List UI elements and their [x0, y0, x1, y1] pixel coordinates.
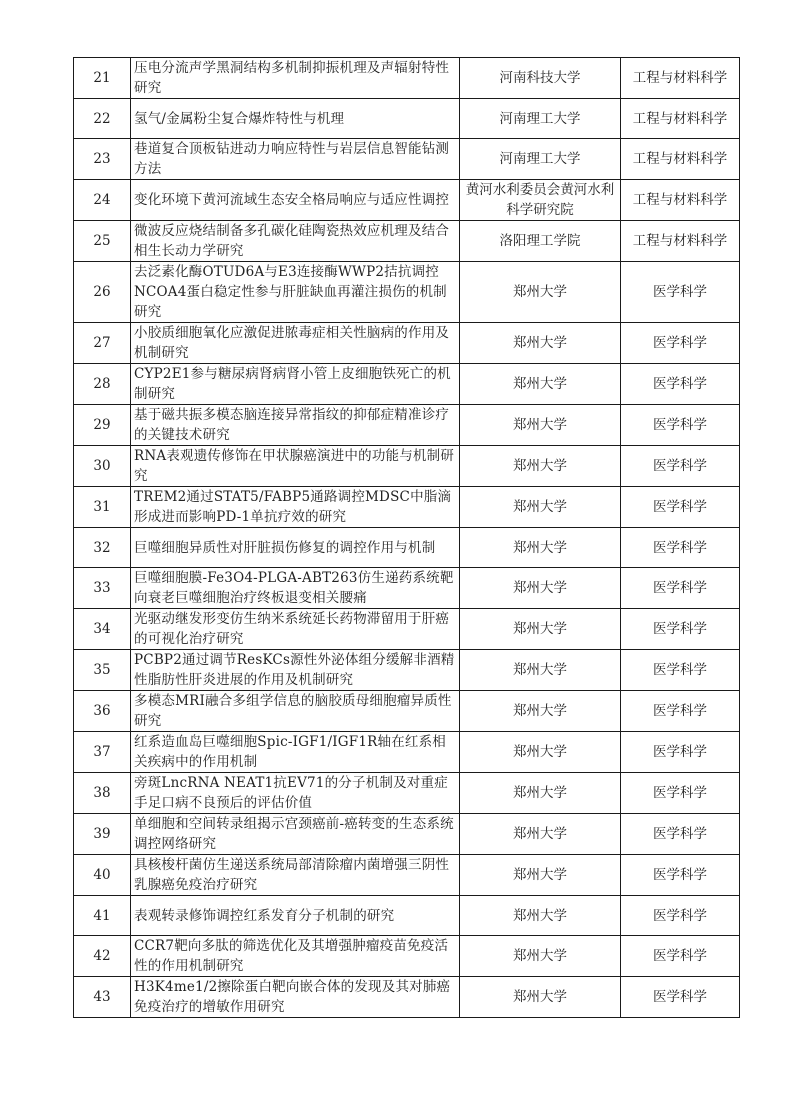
- project-title: 小胶质细胞氧化应激促进脓毒症相关性脑病的作用及机制研究: [131, 323, 460, 364]
- host-institution: 郑州大学: [460, 446, 621, 487]
- host-institution: 郑州大学: [460, 528, 621, 568]
- discipline-field: 医学科学: [621, 650, 740, 691]
- row-number: 26: [74, 262, 131, 323]
- row-number: 23: [74, 139, 131, 180]
- host-institution: 郑州大学: [460, 855, 621, 896]
- row-number: 38: [74, 773, 131, 814]
- host-institution: 郑州大学: [460, 323, 621, 364]
- discipline-field: 医学科学: [621, 528, 740, 568]
- host-institution: 郑州大学: [460, 732, 621, 773]
- host-institution: 郑州大学: [460, 650, 621, 691]
- project-title: TREM2通过STAT5/FABP5通路调控MDSC中脂滴形成进而影响PD-1单抗疗效的研究: [131, 487, 460, 528]
- discipline-field: 工程与材料科学: [621, 221, 740, 262]
- row-number: 42: [74, 936, 131, 977]
- table-body: [74, 58, 740, 1018]
- table-row: [74, 732, 740, 773]
- table-row: [74, 528, 740, 568]
- host-institution: 郑州大学: [460, 814, 621, 855]
- project-title: 去泛素化酶OTUD6A与E3连接酶WWP2拮抗调控NCOA4蛋白稳定性参与肝脏缺血再灌注损伤的机制研究: [131, 262, 460, 323]
- project-title: H3K4me1/2擦除蛋白靶向嵌合体的发现及其对肺癌免疫治疗的增敏作用研究: [131, 977, 460, 1018]
- table-row: [74, 650, 740, 691]
- table-row: [74, 855, 740, 896]
- row-number: 32: [74, 528, 131, 568]
- table-row: [74, 221, 740, 262]
- project-title: 红系造血岛巨噬细胞Spic-IGF1/IGF1R轴在红系相关疾病中的作用机制: [131, 732, 460, 773]
- row-number: 24: [74, 180, 131, 221]
- table-row: [74, 99, 740, 139]
- host-institution: 郑州大学: [460, 364, 621, 405]
- host-institution: 郑州大学: [460, 568, 621, 609]
- row-number: 28: [74, 364, 131, 405]
- discipline-field: 医学科学: [621, 691, 740, 732]
- project-title: CCR7靶向多肽的筛选优化及其增强肿瘤疫苗免疫活性的作用机制研究: [131, 936, 460, 977]
- host-institution: 郑州大学: [460, 773, 621, 814]
- discipline-field: 工程与材料科学: [621, 58, 740, 99]
- discipline-field: 工程与材料科学: [621, 180, 740, 221]
- table-row: [74, 58, 740, 99]
- table-row: [74, 446, 740, 487]
- discipline-field: 医学科学: [621, 364, 740, 405]
- discipline-field: 医学科学: [621, 936, 740, 977]
- host-institution: 郑州大学: [460, 936, 621, 977]
- table-row: [74, 139, 740, 180]
- discipline-field: 医学科学: [621, 405, 740, 446]
- project-title: CYP2E1参与糖尿病肾病肾小管上皮细胞铁死亡的机制研究: [131, 364, 460, 405]
- host-institution: 河南理工大学: [460, 99, 621, 139]
- discipline-field: 医学科学: [621, 977, 740, 1018]
- project-title: 巷道复合顶板钻进动力响应特性与岩层信息智能钻测方法: [131, 139, 460, 180]
- table-row: [74, 364, 740, 405]
- row-number: 27: [74, 323, 131, 364]
- host-institution: 郑州大学: [460, 405, 621, 446]
- host-institution: 河南理工大学: [460, 139, 621, 180]
- discipline-field: 医学科学: [621, 814, 740, 855]
- discipline-field: 医学科学: [621, 487, 740, 528]
- row-number: 34: [74, 609, 131, 650]
- project-title: 多模态MRI融合多组学信息的脑胶质母细胞瘤异质性研究: [131, 691, 460, 732]
- project-title: 变化环境下黄河流域生态安全格局响应与适应性调控: [131, 180, 460, 221]
- host-institution: 洛阳理工学院: [460, 221, 621, 262]
- discipline-field: 医学科学: [621, 855, 740, 896]
- discipline-field: 工程与材料科学: [621, 99, 740, 139]
- project-title: 具核梭杆菌仿生递送系统局部清除瘤内菌增强三阴性乳腺癌免疫治疗研究: [131, 855, 460, 896]
- project-title: PCBP2通过调节ResKCs源性外泌体组分缓解非酒精性脂肪性肝炎进展的作用及机制研究: [131, 650, 460, 691]
- row-number: 29: [74, 405, 131, 446]
- row-number: 31: [74, 487, 131, 528]
- row-number: 40: [74, 855, 131, 896]
- project-title: 表观转录修饰调控红系发育分子机制的研究: [131, 896, 460, 936]
- host-institution: 郑州大学: [460, 691, 621, 732]
- row-number: 41: [74, 896, 131, 936]
- row-number: 30: [74, 446, 131, 487]
- project-title: RNA表观遗传修饰在甲状腺癌演进中的功能与机制研究: [131, 446, 460, 487]
- row-number: 39: [74, 814, 131, 855]
- project-title: 压电分流声学黑洞结构多机制抑振机理及声辐射特性研究: [131, 58, 460, 99]
- project-list-table: [73, 57, 740, 1018]
- host-institution: 黄河水利委员会黄河水利科学研究院: [460, 180, 621, 221]
- table-row: [74, 180, 740, 221]
- table-row: [74, 896, 740, 936]
- table-row: [74, 814, 740, 855]
- row-number: 22: [74, 99, 131, 139]
- row-number: 21: [74, 58, 131, 99]
- discipline-field: 医学科学: [621, 323, 740, 364]
- host-institution: 郑州大学: [460, 487, 621, 528]
- project-title: 巨噬细胞膜-Fe3O4-PLGA-ABT263仿生递药系统靶向衰老巨噬细胞治疗终板退变相关腰痛: [131, 568, 460, 609]
- table-row: [74, 773, 740, 814]
- table-row: [74, 262, 740, 323]
- row-number: 33: [74, 568, 131, 609]
- row-number: 37: [74, 732, 131, 773]
- project-title: 基于磁共振多模态脑连接异常指纹的抑郁症精准诊疗的关键技术研究: [131, 405, 460, 446]
- discipline-field: 医学科学: [621, 446, 740, 487]
- project-title: 微波反应烧结制备多孔碳化硅陶瓷热效应机理及结合相生长动力学研究: [131, 221, 460, 262]
- discipline-field: 工程与材料科学: [621, 139, 740, 180]
- table-row: [74, 323, 740, 364]
- discipline-field: 医学科学: [621, 732, 740, 773]
- table-row: [74, 936, 740, 977]
- row-number: 36: [74, 691, 131, 732]
- row-number: 35: [74, 650, 131, 691]
- discipline-field: 医学科学: [621, 896, 740, 936]
- host-institution: 郑州大学: [460, 262, 621, 323]
- project-title: 光驱动继发形变仿生纳米系统延长药物滞留用于肝癌的可视化治疗研究: [131, 609, 460, 650]
- row-number: 43: [74, 977, 131, 1018]
- project-title: 旁斑LncRNA NEAT1抗EV71的分子机制及对重症手足口病不良预后的评估价值: [131, 773, 460, 814]
- host-institution: 郑州大学: [460, 609, 621, 650]
- table-row: [74, 568, 740, 609]
- project-title: 氢气/金属粉尘复合爆炸特性与机理: [131, 99, 460, 139]
- table-row: [74, 487, 740, 528]
- discipline-field: 医学科学: [621, 609, 740, 650]
- table-row: [74, 977, 740, 1018]
- table-row: [74, 405, 740, 446]
- host-institution: 郑州大学: [460, 977, 621, 1018]
- discipline-field: 医学科学: [621, 262, 740, 323]
- host-institution: 河南科技大学: [460, 58, 621, 99]
- discipline-field: 医学科学: [621, 773, 740, 814]
- table-row: [74, 691, 740, 732]
- row-number: 25: [74, 221, 131, 262]
- table-row: [74, 609, 740, 650]
- project-title: 单细胞和空间转录组揭示宫颈癌前-癌转变的生态系统调控网络研究: [131, 814, 460, 855]
- discipline-field: 医学科学: [621, 568, 740, 609]
- host-institution: 郑州大学: [460, 896, 621, 936]
- project-title: 巨噬细胞异质性对肝脏损伤修复的调控作用与机制: [131, 528, 460, 568]
